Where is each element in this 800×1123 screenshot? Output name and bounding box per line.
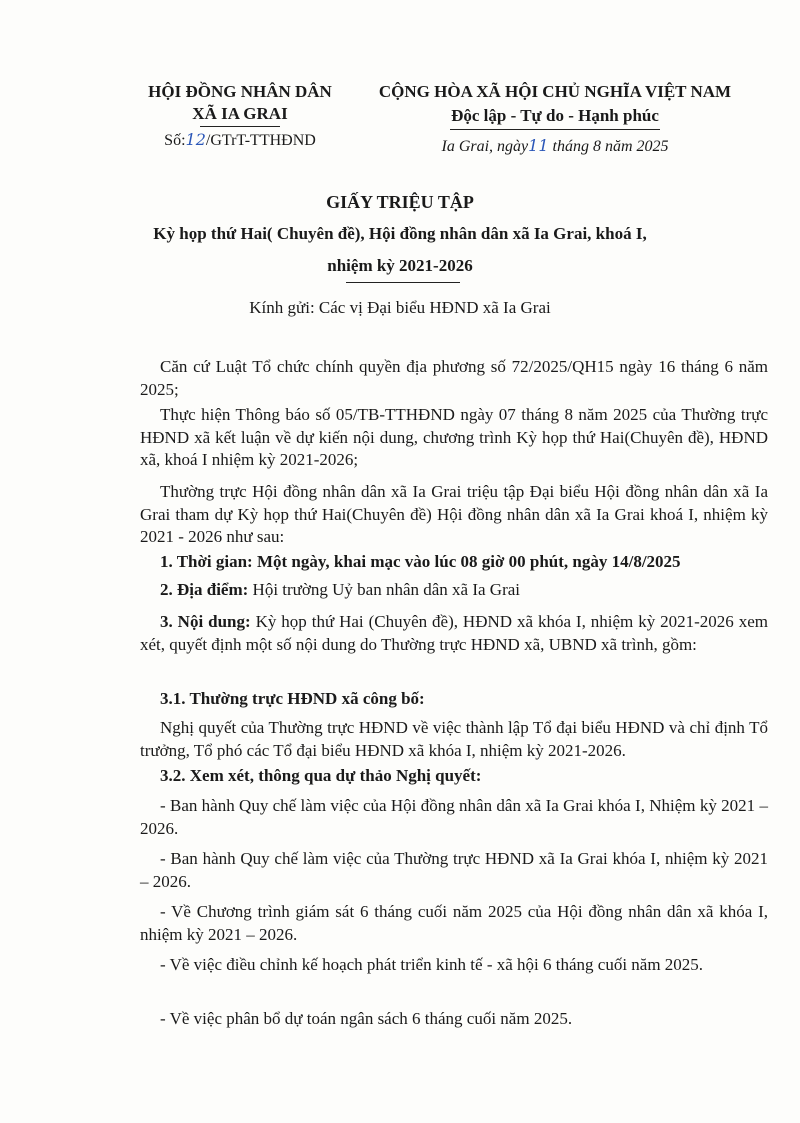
convocation-statement: Thường trực Hội đồng nhân dân xã Ia Grai triệu tập Đại biểu Hội đồng nhân dân xã Ia Grai tham dự Kỳ họp thứ Hai(Chuyên đề) Hội đồng nhân dân xã Ia Grai khoá I, nhiệm kỳ 2021 - 2026 như sau: <box>140 482 768 546</box>
meeting-place <box>160 580 520 600</box>
place-date: Ia Grai, ngày11 tháng 8 năm 2025 <box>441 136 669 155</box>
document-number: Số:12/GTrT-TTHĐND <box>164 130 316 149</box>
handwritten-number: 12 <box>185 130 206 149</box>
meeting-time: 1. Thời gian: Một ngày, khai mạc vào lúc 08 giờ 00 phút, ngày 14/8/2025 <box>160 552 681 571</box>
commune-name: XÃ IA GRAI <box>192 104 288 123</box>
section-3-1-title: 3.1. Thường trực HĐND xã công bố: <box>160 689 425 708</box>
section-3-2-title: 3.2. Xem xét, thông qua dự thảo Nghị quyết: <box>160 766 482 785</box>
resolution-item: - Về việc điều chỉnh kế hoạch phát triển kinh tế - xã hội 6 tháng cuối năm 2025. <box>160 955 704 974</box>
content-value: Kỳ họp thứ Hai (Chuyên đề), HĐND xã khóa I, nhiệm kỳ 2021-2026 xem xét, quyết định một số nội dung do Thường trực HĐND xã, UBND xã trình, gồm: <box>140 612 768 654</box>
place-label: 2. Địa điểm: <box>160 580 249 599</box>
council-name: HỘI ĐỒNG NHÂN DÂN <box>148 82 332 101</box>
resolution-item: - Về việc phân bổ dự toán ngân sách 6 tháng cuối năm 2025. <box>160 1009 573 1028</box>
place-value: Hội trường Uỷ ban nhân dân xã Ia Grai <box>252 580 521 599</box>
content-label: 3. Nội dung: <box>160 612 251 631</box>
motto-underline <box>450 129 660 130</box>
commune-underline <box>200 126 280 127</box>
motto: Độc lập - Tự do - Hạnh phúc <box>451 106 659 125</box>
resolution-item: - Về Chương trình giám sát 6 tháng cuối năm 2025 của Hội đồng nhân dân xã khóa I, nhiệm kỳ 2021 – 2026. <box>140 902 768 944</box>
document-subtitle-line1: Kỳ họp thứ Hai( Chuyên đề), Hội đồng nhân dân xã Ia Grai, khoá I, <box>153 224 647 243</box>
title-underline <box>346 282 460 283</box>
document-subtitle-line2: nhiệm kỳ 2021-2026 <box>327 256 473 275</box>
legal-basis: Căn cứ Luật Tổ chức chính quyền địa phương số 72/2025/QH15 ngày 16 tháng 6 năm 2025; <box>140 357 768 399</box>
document-title: GIẤY TRIỆU TẬP <box>326 192 474 212</box>
implementation-note: Thực hiện Thông báo số 05/TB-TTHĐND ngày 07 tháng 8 năm 2025 của Thường trực HĐND xã kết luận về dự kiến nội dung, chương trình Kỳ họp thứ Hai(Chuyên đề), HĐND xã, khoá I nhiệm kỳ 2021-2026; <box>140 405 768 469</box>
meeting-content <box>140 611 768 656</box>
resolution-item: - Ban hành Quy chế làm việc của Hội đồng nhân dân xã Ia Grai khóa I, Nhiệm kỳ 2021 – 2026. <box>140 796 768 838</box>
nation-title: CỘNG HÒA XÃ HỘI CHỦ NGHĨA VIỆT NAM <box>378 82 732 101</box>
recipient: Kính gửi: Các vị Đại biểu HĐND xã Ia Grai <box>249 298 551 317</box>
handwritten-day: 11 <box>528 136 549 155</box>
resolution-item: - Ban hành Quy chế làm việc của Thường trực HĐND xã Ia Grai khóa I, nhiệm kỳ 2021 – 2026. <box>140 849 768 891</box>
section-3-1-text: Nghị quyết của Thường trực HĐND về việc thành lập Tổ đại biểu HĐND và chỉ định Tổ trưởng, Tổ phó các Tổ đại biểu HĐND xã khóa I, nhiệm kỳ 2021-2026. <box>140 718 768 760</box>
